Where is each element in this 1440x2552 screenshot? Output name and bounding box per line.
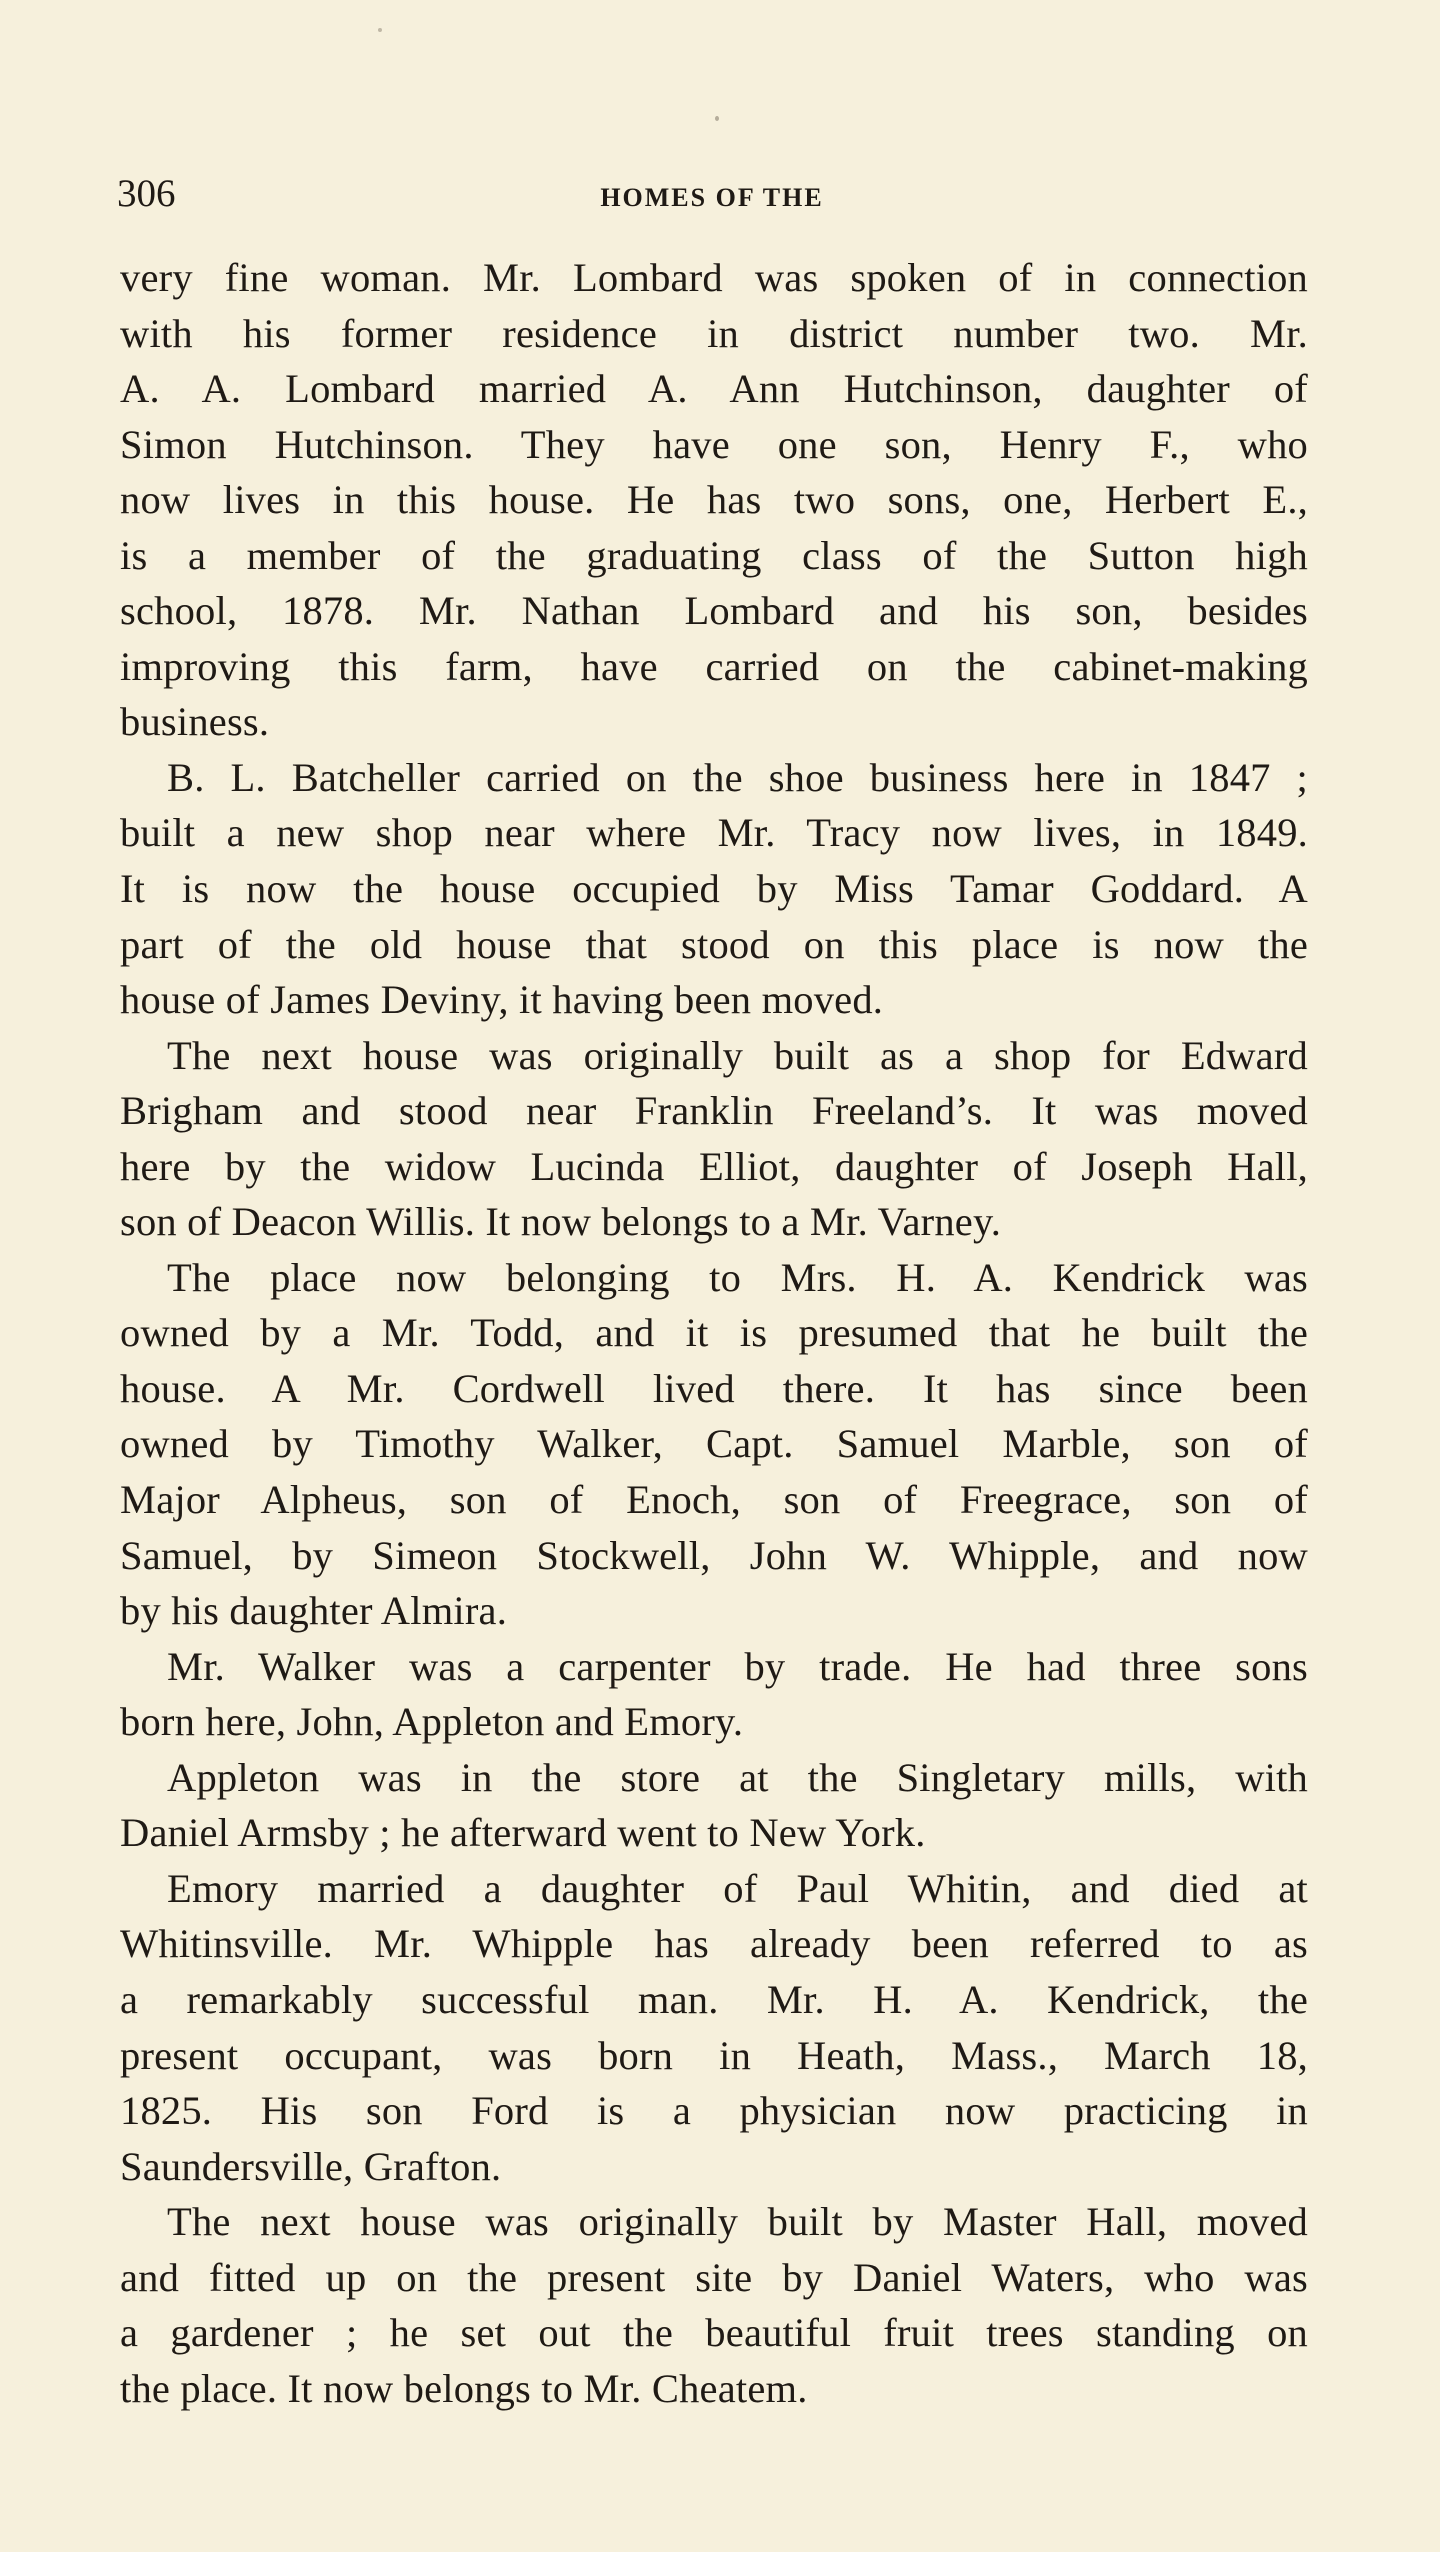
text-line: by his daughter Almira. bbox=[120, 1588, 508, 1634]
text-line: Simon Hutchinson. They have one son, Henry F., who bbox=[120, 421, 1308, 467]
text-line: built a new shop near where Mr. Tracy now lives, in 1849. bbox=[120, 810, 1308, 856]
text-line: The next house was originally built as a shop for Edward bbox=[167, 1032, 1308, 1078]
text-line: Brigham and stood near Franklin Freeland’s. It was moved bbox=[120, 1088, 1308, 1134]
running-head: HOMES OF THE bbox=[600, 183, 824, 212]
text-line: part of the old house that stood on this place is now the bbox=[120, 921, 1308, 967]
text-line: is a member of the graduating class of the Sutton high bbox=[120, 532, 1308, 578]
text-line: a remarkably successful man. Mr. H. A. Kendrick, the bbox=[120, 1976, 1308, 2022]
text-line: improving this farm, have carried on the cabinet-making bbox=[120, 643, 1308, 689]
text-line: the place. It now belongs to Mr. Cheatem. bbox=[120, 2365, 808, 2411]
text-line: owned by Timothy Walker, Capt. Samuel Marble, son of bbox=[120, 1421, 1308, 1467]
text-line: Appleton was in the store at the Singletary mills, with bbox=[167, 1754, 1308, 1800]
text-line: a gardener ; he set out the beautiful fruit trees standing on bbox=[120, 2310, 1308, 2356]
text-line: house of James Deviny, it having been moved. bbox=[120, 977, 884, 1023]
text-line: owned by a Mr. Todd, and it is presumed that he built the bbox=[120, 1310, 1308, 1356]
text-line: very fine woman. Mr. Lombard was spoken of in connection bbox=[120, 255, 1308, 300]
text-line: son of Deacon Willis. It now belongs to a Mr. Varney. bbox=[120, 1199, 1002, 1245]
text-line: Saundersville, Grafton. bbox=[120, 2143, 502, 2189]
text-line: B. L. Batcheller carried on the shoe business here in 1847 ; bbox=[167, 754, 1308, 800]
text-line: A. A. Lombard married A. Ann Hutchinson, daughter of bbox=[120, 366, 1308, 412]
text-line: now lives in this house. He has two sons, one, Herbert E., bbox=[120, 477, 1308, 523]
text-line: Daniel Armsby ; he afterward went to New York. bbox=[120, 1810, 926, 1856]
text-line: Samuel, by Simeon Stockwell, John W. Whipple, and now bbox=[120, 1532, 1308, 1578]
text-line: Emory married a daughter of Paul Whitin, and died at bbox=[167, 1865, 1308, 1911]
text-line: The next house was originally built by Master Hall, moved bbox=[167, 2199, 1308, 2245]
text-line: Major Alpheus, son of Enoch, son of Freegrace, son of bbox=[120, 1477, 1308, 1523]
text-line: here by the widow Lucinda Elliot, daughter of Joseph Hall, bbox=[120, 1143, 1308, 1189]
text-line: and fitted up on the present site by Daniel Waters, who was bbox=[120, 2254, 1308, 2300]
text-line: present occupant, was born in Heath, Mass., March 18, bbox=[120, 2032, 1308, 2078]
text-line: house. A Mr. Cordwell lived there. It has since been bbox=[120, 1365, 1308, 1411]
text-line: Mr. Walker was a carpenter by trade. He had three sons bbox=[167, 1643, 1308, 1689]
page-header bbox=[117, 164, 1307, 224]
text-line: 1825. His son Ford is a physician now practicing in bbox=[120, 2088, 1308, 2134]
paper-speck bbox=[715, 116, 719, 121]
text-line: The place now belonging to Mrs. H. A. Kendrick was bbox=[167, 1254, 1308, 1300]
text-line: school, 1878. Mr. Nathan Lombard and his son, besides bbox=[120, 588, 1308, 634]
body-text bbox=[120, 250, 1308, 2416]
text-line: business. bbox=[120, 699, 270, 745]
paper-speck bbox=[378, 28, 382, 32]
text-line: Whitinsville. Mr. Whipple has already been referred to as bbox=[120, 1921, 1308, 1967]
page-number: 306 bbox=[117, 172, 176, 215]
text-line: It is now the house occupied by Miss Tamar Goddard. A bbox=[120, 866, 1308, 912]
text-line: born here, John, Appleton and Emory. bbox=[120, 1699, 744, 1745]
text-line: with his former residence in district number two. Mr. bbox=[120, 310, 1308, 356]
